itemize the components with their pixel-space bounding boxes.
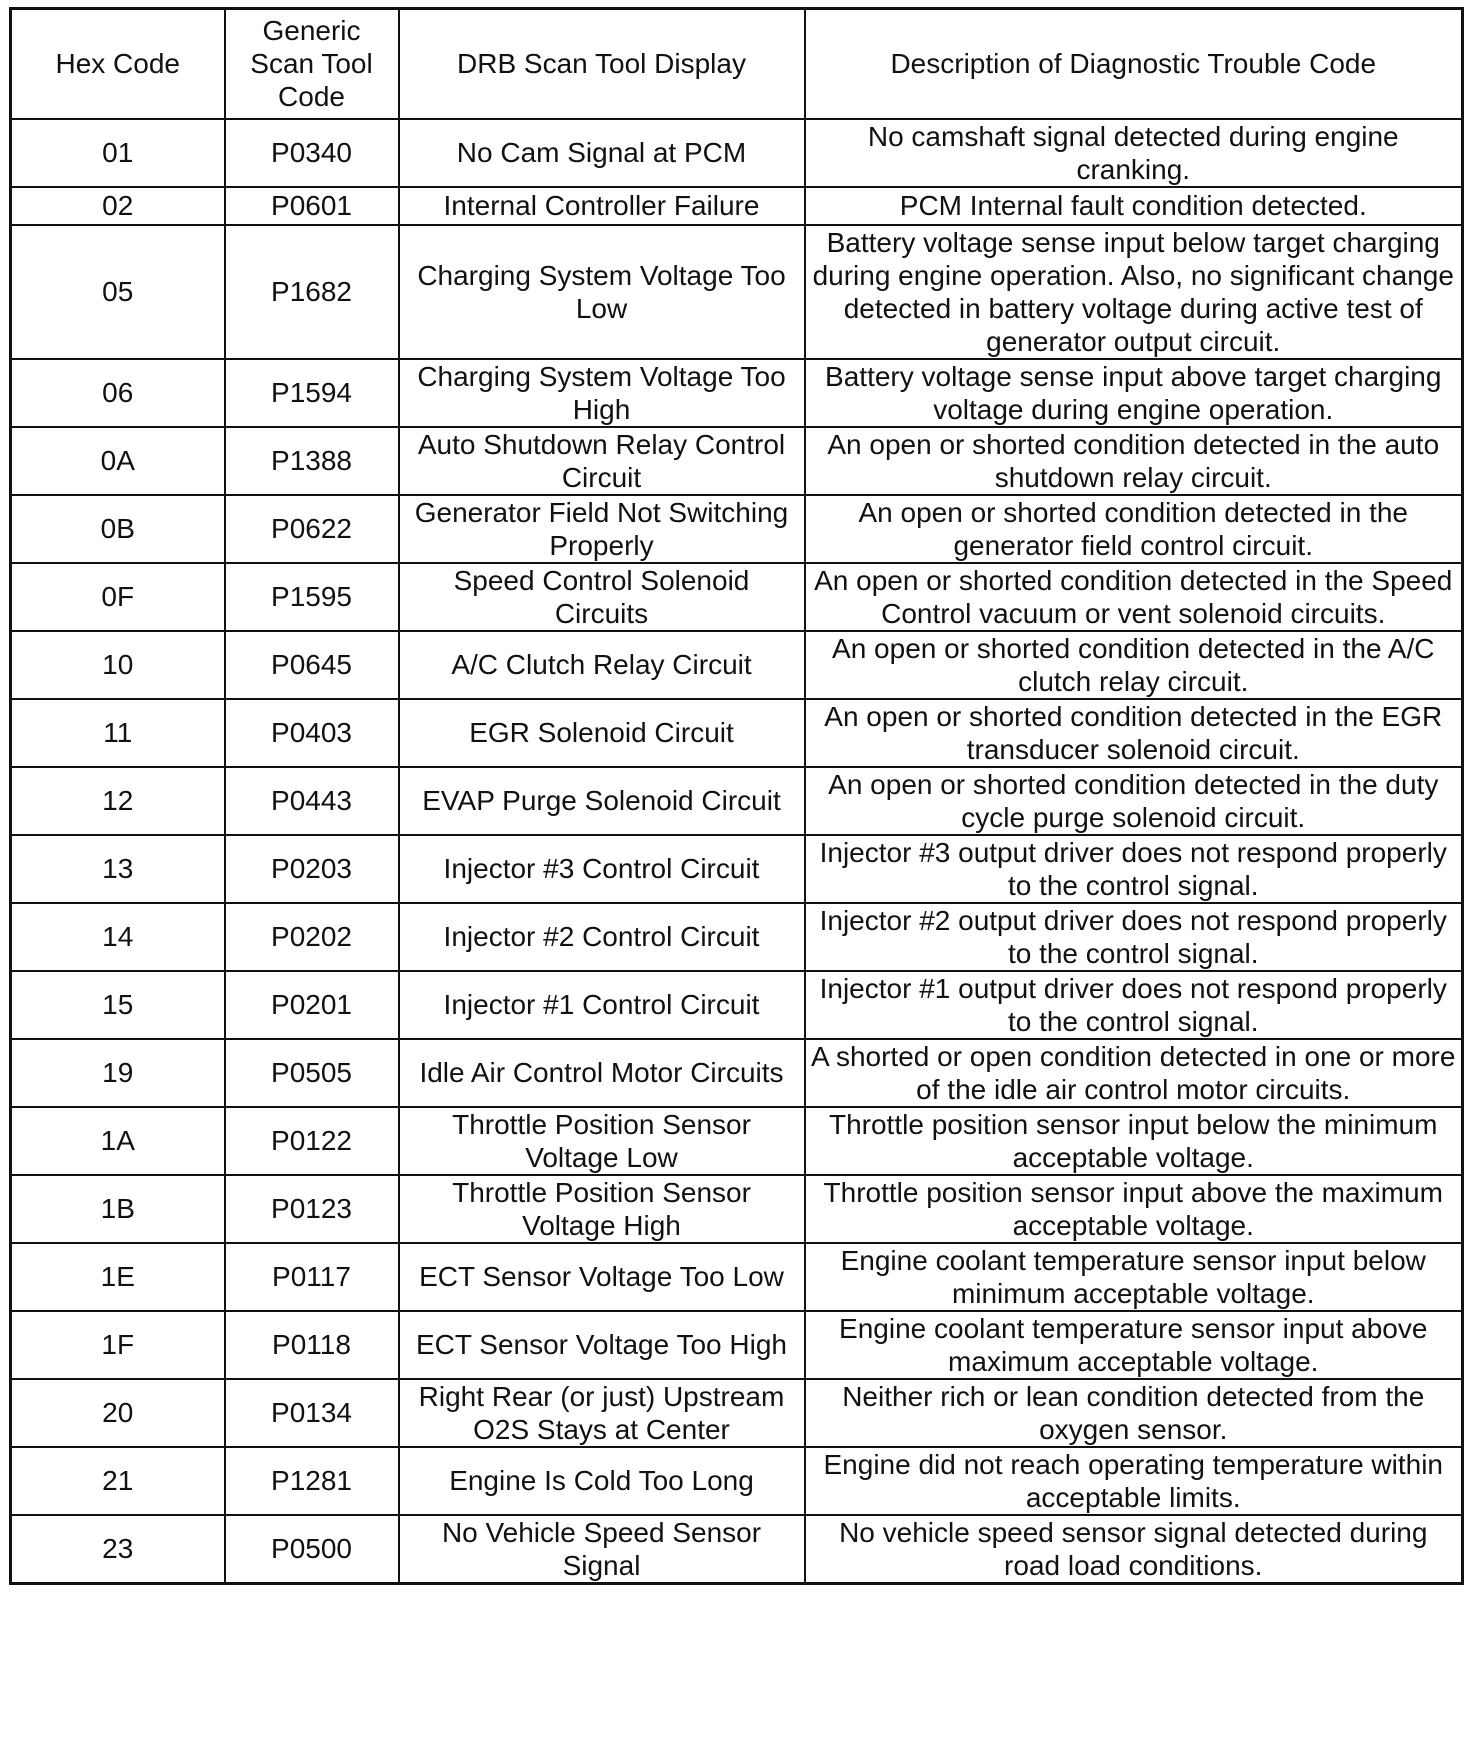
generic-code-cell: P0340 (225, 119, 399, 187)
description-cell: An open or shorted condition detected in the generator field control circuit. (805, 495, 1463, 563)
hex-code-cell: 14 (11, 903, 225, 971)
description-cell: No vehicle speed sensor signal detected during road load conditions. (805, 1515, 1463, 1584)
generic-code-cell: P0134 (225, 1379, 399, 1447)
generic-code-cell: P0122 (225, 1107, 399, 1175)
description-cell: Engine coolant temperature sensor input below minimum acceptable voltage. (805, 1243, 1463, 1311)
generic-code-cell: P1281 (225, 1447, 399, 1515)
hex-code-cell: 06 (11, 359, 225, 427)
hex-code-cell: 0F (11, 563, 225, 631)
drb-display-cell: Internal Controller Failure (399, 187, 805, 225)
table-row (11, 495, 1463, 563)
description-cell: Throttle position sensor input below the minimum acceptable voltage. (805, 1107, 1463, 1175)
table-row (11, 835, 1463, 903)
drb-display-cell: Throttle Position Sensor Voltage Low (399, 1107, 805, 1175)
generic-code-cell: P0201 (225, 971, 399, 1039)
generic-code-cell: P0443 (225, 767, 399, 835)
hex-code-cell: 15 (11, 971, 225, 1039)
description-cell: Battery voltage sense input above target charging voltage during engine operation. (805, 359, 1463, 427)
table-row (11, 1039, 1463, 1107)
drb-display-cell: Charging System Voltage Too High (399, 359, 805, 427)
hex-code-cell: 21 (11, 1447, 225, 1515)
table-row (11, 1243, 1463, 1311)
generic-code-cell: P1595 (225, 563, 399, 631)
table-row (11, 1175, 1463, 1243)
table-row (11, 767, 1463, 835)
drb-display-cell: ECT Sensor Voltage Too Low (399, 1243, 805, 1311)
hex-code-cell: 0A (11, 427, 225, 495)
description-cell: Injector #1 output driver does not respond properly to the control signal. (805, 971, 1463, 1039)
table-header (11, 9, 1463, 119)
table-body (11, 119, 1463, 1584)
table-row (11, 187, 1463, 225)
description-cell: An open or shorted condition detected in the A/C clutch relay circuit. (805, 631, 1463, 699)
hex-code-cell: 05 (11, 225, 225, 359)
hex-code-cell: 01 (11, 119, 225, 187)
generic-code-cell: P0645 (225, 631, 399, 699)
description-cell: A shorted or open condition detected in one or more of the idle air control motor circuits. (805, 1039, 1463, 1107)
description-cell: Engine did not reach operating temperature within acceptable limits. (805, 1447, 1463, 1515)
table-row (11, 1107, 1463, 1175)
description-cell: Engine coolant temperature sensor input above maximum acceptable voltage. (805, 1311, 1463, 1379)
table-row (11, 1515, 1463, 1584)
generic-code-cell: P0622 (225, 495, 399, 563)
description-cell: An open or shorted condition detected in the EGR transducer solenoid circuit. (805, 699, 1463, 767)
drb-display-cell: Injector #2 Control Circuit (399, 903, 805, 971)
generic-code-cell: P1682 (225, 225, 399, 359)
header-generic-scan-tool-code: Generic Scan Tool Code (225, 9, 399, 119)
hex-code-cell: 23 (11, 1515, 225, 1584)
description-cell: Throttle position sensor input above the maximum acceptable voltage. (805, 1175, 1463, 1243)
drb-display-cell: Throttle Position Sensor Voltage High (399, 1175, 805, 1243)
generic-code-cell: P0403 (225, 699, 399, 767)
description-cell: An open or shorted condition detected in the Speed Control vacuum or vent solenoid circuits. (805, 563, 1463, 631)
description-cell: PCM Internal fault condition detected. (805, 187, 1463, 225)
description-cell: Battery voltage sense input below target charging during engine operation. Also, no significant change detected in battery voltage during active test of generator output circuit. (805, 225, 1463, 359)
description-cell: Injector #3 output driver does not respond properly to the control signal. (805, 835, 1463, 903)
hex-code-cell: 02 (11, 187, 225, 225)
generic-code-cell: P0202 (225, 903, 399, 971)
hex-code-cell: 1B (11, 1175, 225, 1243)
drb-display-cell: Auto Shutdown Relay Control Circuit (399, 427, 805, 495)
drb-display-cell: EVAP Purge Solenoid Circuit (399, 767, 805, 835)
table-row (11, 971, 1463, 1039)
generic-code-cell: P0500 (225, 1515, 399, 1584)
hex-code-cell: 1A (11, 1107, 225, 1175)
table-row (11, 1447, 1463, 1515)
generic-code-cell: P0117 (225, 1243, 399, 1311)
table-row (11, 631, 1463, 699)
table-row (11, 359, 1463, 427)
drb-display-cell: Engine Is Cold Too Long (399, 1447, 805, 1515)
drb-display-cell: Speed Control Solenoid Circuits (399, 563, 805, 631)
generic-code-cell: P1388 (225, 427, 399, 495)
description-cell: Neither rich or lean condition detected from the oxygen sensor. (805, 1379, 1463, 1447)
hex-code-cell: 19 (11, 1039, 225, 1107)
generic-code-cell: P0203 (225, 835, 399, 903)
description-cell: Injector #2 output driver does not respond properly to the control signal. (805, 903, 1463, 971)
hex-code-cell: 1F (11, 1311, 225, 1379)
header-description: Description of Diagnostic Trouble Code (805, 9, 1463, 119)
header-drb-scan-tool-display: DRB Scan Tool Display (399, 9, 805, 119)
description-cell: An open or shorted condition detected in the duty cycle purge solenoid circuit. (805, 767, 1463, 835)
table-row (11, 1379, 1463, 1447)
hex-code-cell: 12 (11, 767, 225, 835)
description-cell: No camshaft signal detected during engine cranking. (805, 119, 1463, 187)
table-row (11, 903, 1463, 971)
drb-display-cell: Charging System Voltage Too Low (399, 225, 805, 359)
drb-display-cell: Injector #1 Control Circuit (399, 971, 805, 1039)
hex-code-cell: 11 (11, 699, 225, 767)
drb-display-cell: ECT Sensor Voltage Too High (399, 1311, 805, 1379)
header-row (11, 9, 1463, 119)
description-cell: An open or shorted condition detected in the auto shutdown relay circuit. (805, 427, 1463, 495)
generic-code-cell: P0601 (225, 187, 399, 225)
drb-display-cell: Idle Air Control Motor Circuits (399, 1039, 805, 1107)
hex-code-cell: 20 (11, 1379, 225, 1447)
hex-code-cell: 10 (11, 631, 225, 699)
table-row (11, 427, 1463, 495)
generic-code-cell: P0123 (225, 1175, 399, 1243)
drb-display-cell: EGR Solenoid Circuit (399, 699, 805, 767)
generic-code-cell: P0505 (225, 1039, 399, 1107)
table-row (11, 225, 1463, 359)
drb-display-cell: A/C Clutch Relay Circuit (399, 631, 805, 699)
generic-code-cell: P0118 (225, 1311, 399, 1379)
table-row (11, 563, 1463, 631)
table-row (11, 1311, 1463, 1379)
drb-display-cell: No Vehicle Speed Sensor Signal (399, 1515, 805, 1584)
drb-display-cell: Injector #3 Control Circuit (399, 835, 805, 903)
drb-display-cell: Right Rear (or just) Upstream O2S Stays at Center (399, 1379, 805, 1447)
header-hex-code: Hex Code (11, 9, 225, 119)
dtc-table (9, 7, 1464, 1585)
drb-display-cell: No Cam Signal at PCM (399, 119, 805, 187)
table-row (11, 119, 1463, 187)
hex-code-cell: 13 (11, 835, 225, 903)
hex-code-cell: 0B (11, 495, 225, 563)
table-row (11, 699, 1463, 767)
generic-code-cell: P1594 (225, 359, 399, 427)
hex-code-cell: 1E (11, 1243, 225, 1311)
drb-display-cell: Generator Field Not Switching Properly (399, 495, 805, 563)
